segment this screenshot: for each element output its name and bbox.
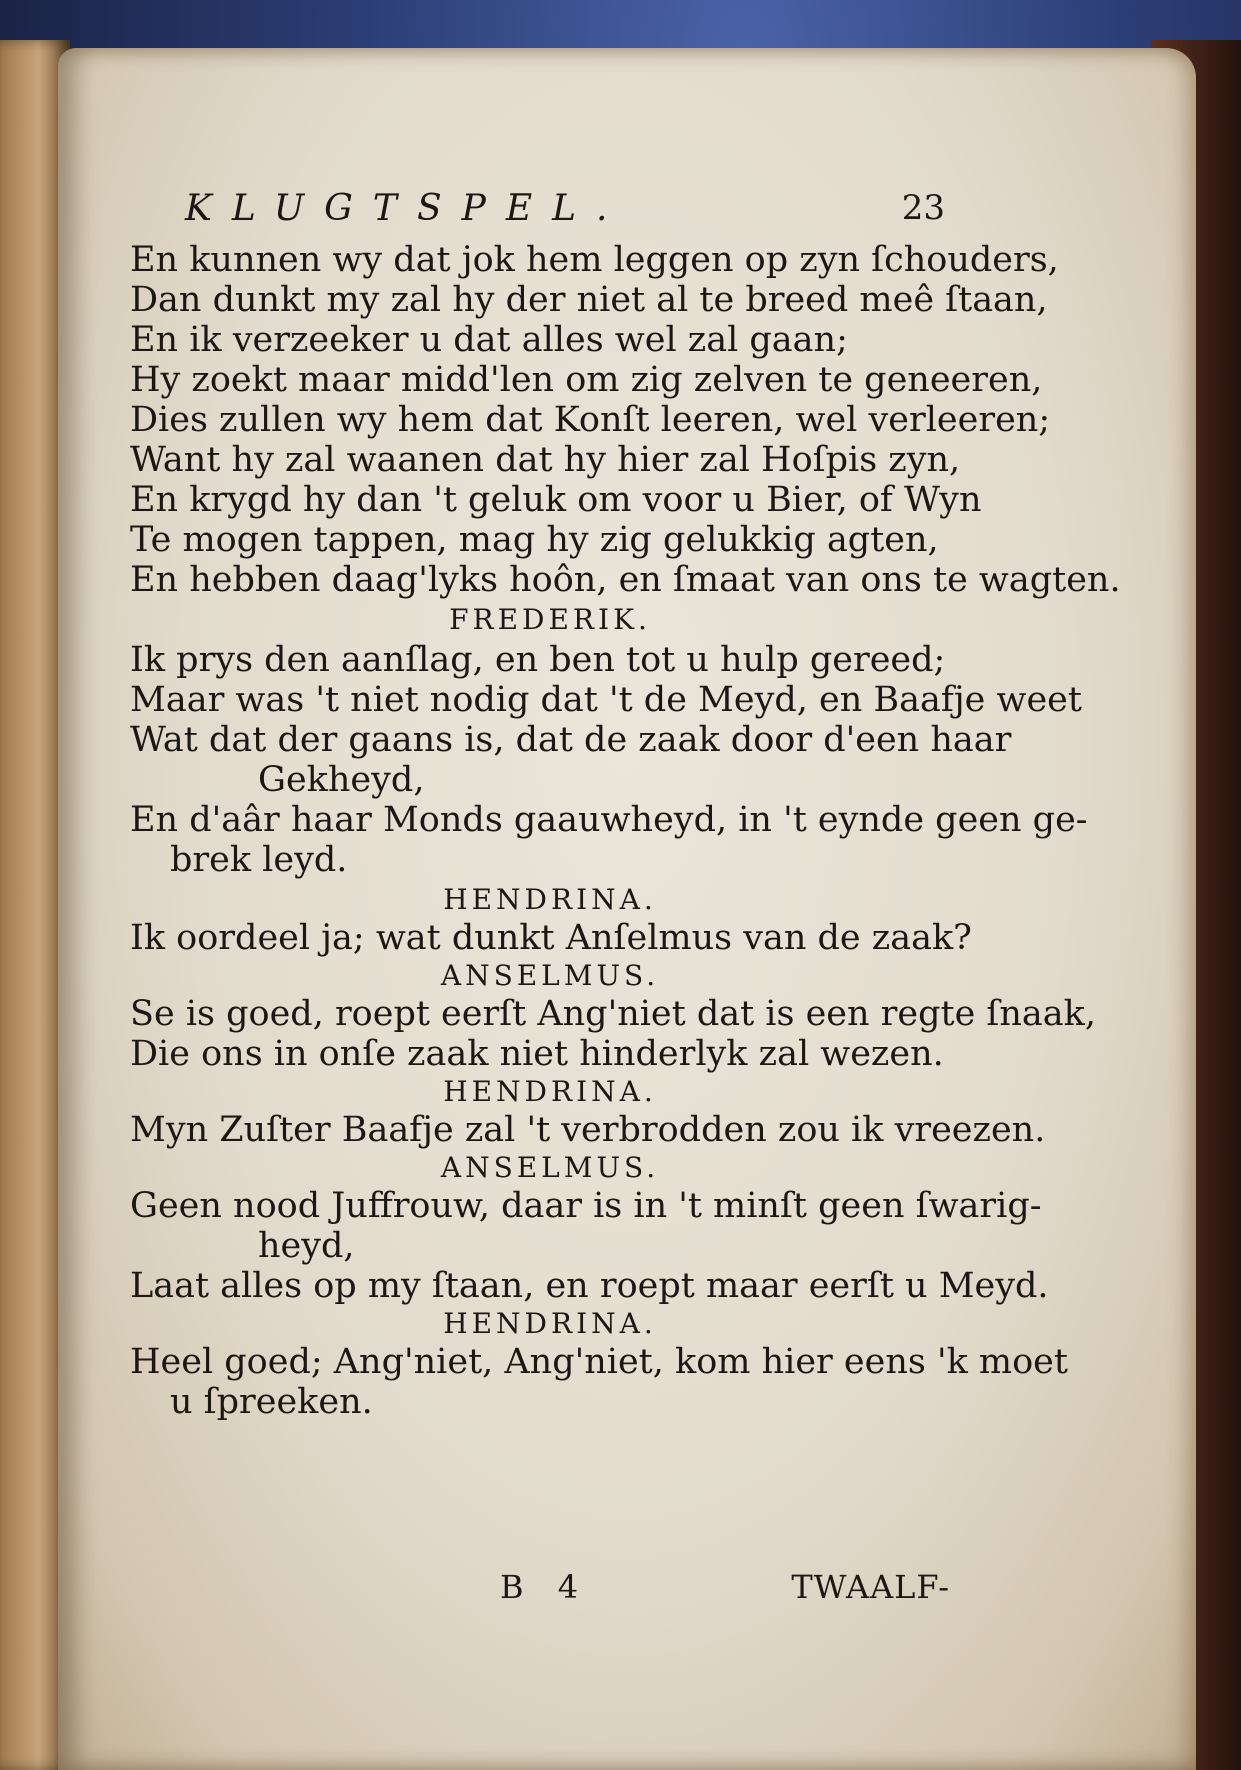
verse-line: brek leyd. [170,840,348,880]
speaker-name: HENDRINA. [443,1075,657,1108]
verse-line: Ik oordeel ja; wat dunkt Anſelmus van de zaak? [130,918,972,958]
page-header [185,188,945,236]
running-title: KLUGTSPEL. [185,188,628,229]
speaker-name: HENDRINA. [443,1307,657,1340]
verse-line: En krygd hy dan 't geluk om voor u Bier, of Wyn [130,480,982,520]
speaker-name: ANSELMUS. [440,1151,660,1184]
verse-line: Wat dat der gaans is, dat de zaak door d'een haar [130,720,1012,760]
verse-line: Want hy zal waanen dat hy hier zal Hoſpis zyn, [130,440,961,480]
verse-line: Laat alles op my ſtaan, en roept maar eerſt u Meyd. [130,1266,1049,1306]
verse-line: En ik verzeeker u dat alles wel zal gaan; [130,320,848,360]
verse-line: Hy zoekt maar midd'len om zig zelven te geneeren, [130,360,1043,400]
verse-line: Die ons in onſe zaak niet hinderlyk zal wezen. [130,1034,944,1074]
signature-mark: B 4 [500,1568,591,1606]
speaker-name: FREDERIK. [449,603,651,636]
verse-line: Ik prys den aanſlag, en ben tot u hulp gereed; [130,640,946,680]
verse-line: Geen nood Juffrouw, daar is in 't minſt geen ſwarig- [130,1186,1042,1226]
page-footer [500,1568,950,1618]
page-number: 23 [901,188,945,228]
verse-line: Heel goed; Ang'niet, Ang'niet, kom hier eens 'k moet [130,1342,1068,1382]
verse-line: Myn Zuſter Baafje zal 't verbrodden zou ik vreezen. [130,1110,1046,1150]
verse-line: Dan dunkt my zal hy der niet al te breed meê ſtaan, [130,280,1048,320]
verse-line: heyd, [258,1226,355,1266]
verse-line: Te mogen tappen, mag hy zig gelukkig agten, [130,520,939,560]
verse-line: En d'aâr haar Monds gaauwheyd, in 't eynde geen ge- [130,800,1088,840]
verse-line: Maar was 't niet nodig dat 't de Meyd, en Baafje weet [130,680,1082,720]
verse-line: En kunnen wy dat jok hem leggen op zyn ſchouders, [130,240,1059,280]
verse-line: Gekheyd, [258,760,425,800]
speaker-name: HENDRINA. [443,883,657,916]
speaker-name: ANSELMUS. [440,959,660,992]
verse-line: u ſpreeken. [170,1382,373,1422]
verse-line: Dies zullen wy hem dat Konſt leeren, wel verleeren; [130,400,1051,440]
catchword: TWAALF- [791,1568,950,1606]
verse-line: Se is goed, roept eerſt Ang'niet dat is een regte ſnaak, [130,994,1096,1034]
verse-line: En hebben daag'lyks hoôn, en ſmaat van ons te wagten. [130,560,1121,600]
